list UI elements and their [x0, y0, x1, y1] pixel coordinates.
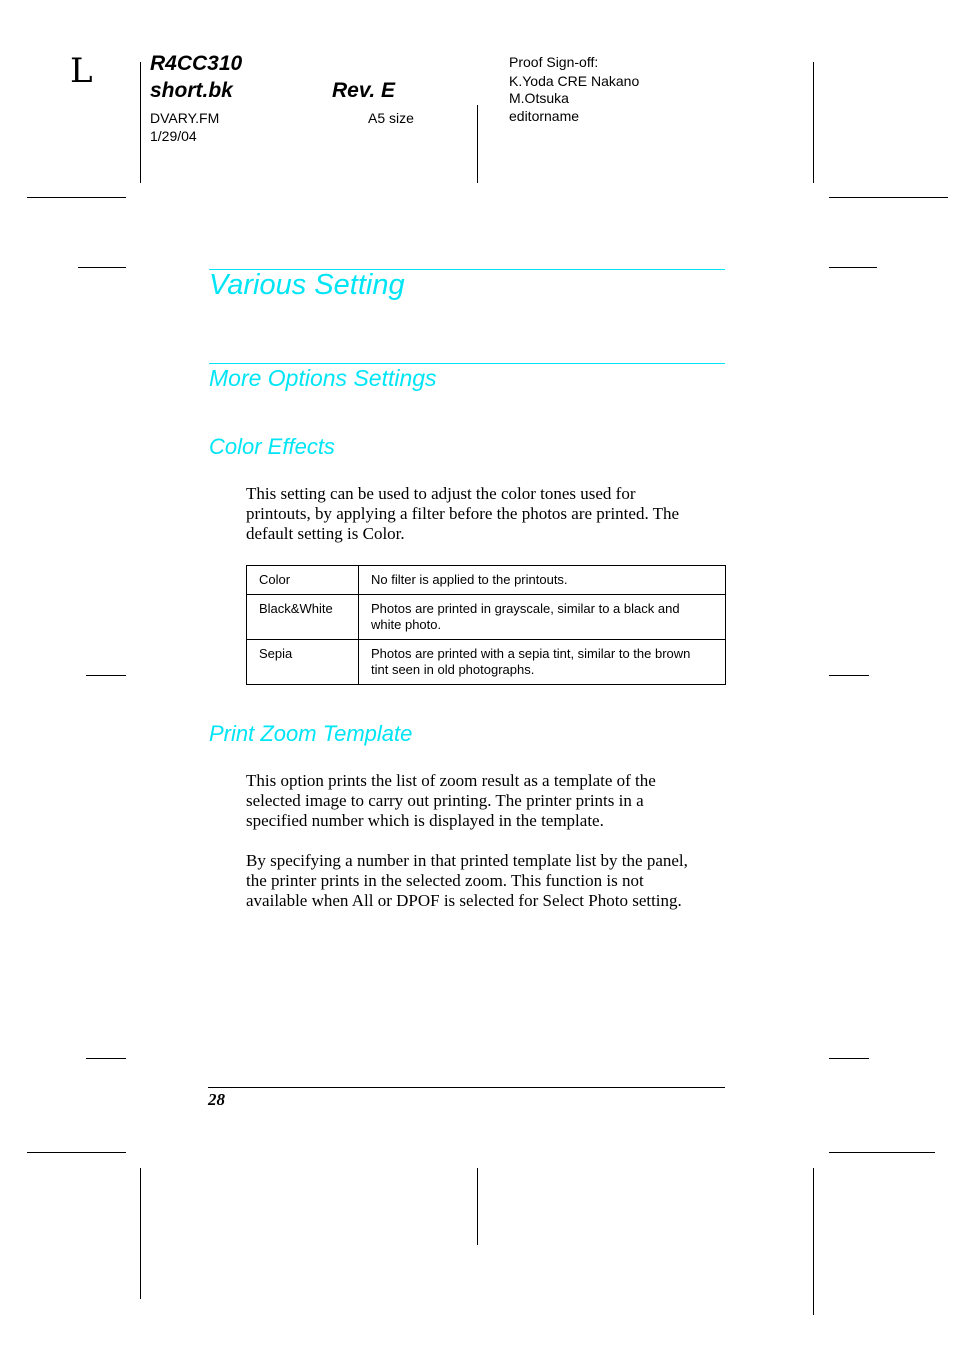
revision: Rev. E: [332, 79, 396, 102]
frame-date: 1/29/04: [150, 128, 197, 144]
description-cell: [359, 566, 726, 595]
option-cell: [247, 566, 359, 595]
proof-signer-3: editorname: [509, 108, 580, 124]
trim-mark-mid-left: [86, 675, 126, 676]
trim-mark-upper-right: [829, 267, 877, 268]
crop-mark-top-left-v: [140, 62, 141, 183]
color-effects-heading: Color Effects: [209, 434, 335, 459]
description-line: white photo.: [371, 617, 442, 632]
paragraph-line: This option prints the list of zoom result as a template of the: [246, 771, 656, 790]
section-title: More Options Settings: [209, 365, 437, 391]
chapter-title: Various Setting: [209, 269, 405, 301]
description-line: tint seen in old photographs.: [371, 662, 535, 677]
book-code: R4CC310: [150, 52, 243, 75]
paragraph-line: printouts, by applying a filter before the photos are printed. The: [246, 504, 680, 523]
description-line: Photos are printed in grayscale, similar to a black and: [371, 601, 680, 616]
color-effects-table: [246, 565, 726, 685]
paragraph-line: available when All or DPOF is selected for Select Photo setting.: [246, 891, 682, 910]
print-zoom-paragraph-1: [246, 771, 726, 831]
paragraph-line: selected image to carry out printing. The printer prints in a: [246, 791, 644, 810]
crop-mark-bottom-left-h: [27, 1152, 126, 1153]
trim-mark-lower-left: [86, 1058, 126, 1059]
print-zoom-heading: Print Zoom Template: [209, 721, 413, 746]
paragraph-line: This setting can be used to adjust the color tones used for: [246, 484, 636, 503]
crop-mark-top-right-v: [813, 62, 814, 183]
paragraph-line: specified number which is displayed in the template.: [246, 811, 604, 830]
table-row: [247, 566, 726, 595]
table-row: [247, 640, 726, 685]
paragraph-line: By specifying a number in that printed template list by the panel,: [246, 851, 688, 870]
description-line: No filter is applied to the printouts.: [371, 572, 568, 587]
proof-signer-2: M.Otsuka: [509, 90, 569, 106]
paper-size: A5 size: [368, 110, 414, 126]
page-number: 28: [208, 1090, 225, 1109]
option-name: Black&White: [259, 601, 333, 616]
crop-mark-top-center-v: [477, 105, 478, 183]
crop-mark-top-right-h: [829, 197, 948, 198]
trim-mark-lower-right: [829, 1058, 869, 1059]
trim-mark-upper-left: [78, 267, 126, 268]
crop-mark-bottom-right-h: [829, 1152, 935, 1153]
paragraph-line: the printer prints in the selected zoom. This function is not: [246, 871, 644, 890]
option-cell: [247, 595, 359, 640]
book-file: short.bk: [150, 79, 233, 102]
corner-letter: L: [70, 51, 93, 91]
print-zoom-paragraph-2: [246, 851, 726, 911]
table-row: [247, 595, 726, 640]
option-name: Sepia: [259, 646, 293, 661]
crop-mark-bottom-center-v: [477, 1168, 478, 1245]
description-line: Photos are printed with a sepia tint, similar to the brown: [371, 646, 691, 661]
proof-signer-1: K.Yoda CRE Nakano: [509, 73, 640, 89]
proof-label: Proof Sign-off:: [509, 54, 599, 70]
color-effects-paragraph: [246, 484, 726, 544]
crop-mark-bottom-left-v: [140, 1168, 141, 1299]
option-cell: [247, 640, 359, 685]
trim-mark-mid-right: [829, 675, 869, 676]
frame-filename: DVARY.FM: [150, 110, 220, 126]
crop-mark-bottom-right-v: [813, 1168, 814, 1315]
description-cell: [359, 640, 726, 685]
crop-mark-top-left-h: [27, 197, 126, 198]
footer-rule: [208, 1087, 725, 1088]
paragraph-line: default setting is Color.: [246, 524, 405, 543]
description-cell: [359, 595, 726, 640]
option-name: Color: [259, 572, 291, 587]
